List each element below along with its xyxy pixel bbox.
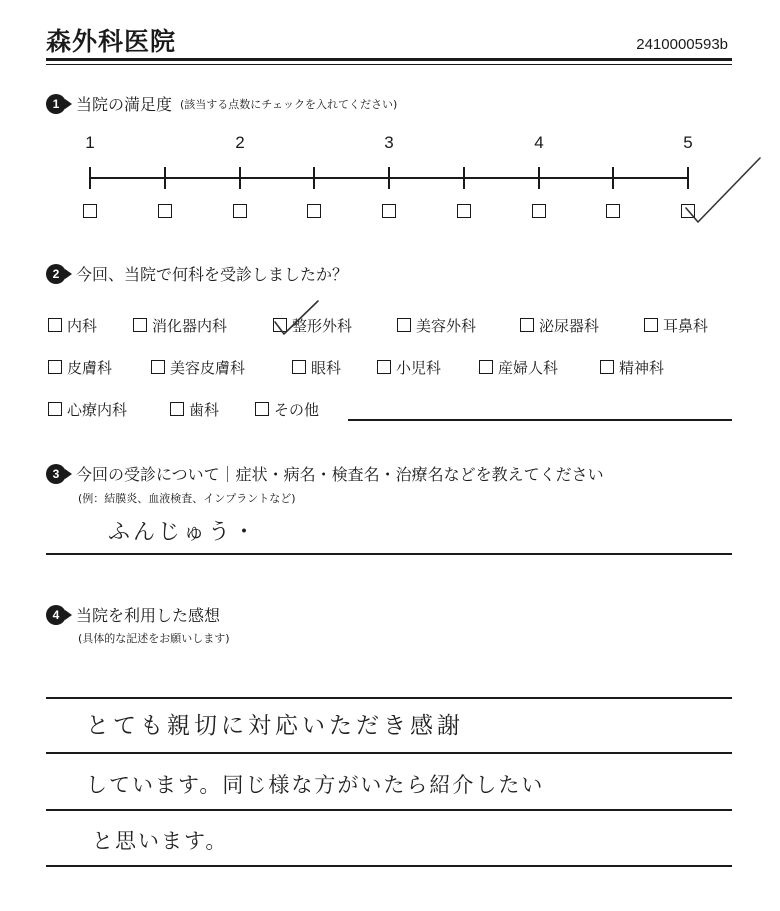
scale-tick (388, 167, 390, 189)
checkbox[interactable] (133, 318, 147, 332)
score-checkbox-3[interactable] (382, 204, 396, 218)
option-ganka[interactable]: 眼科 (292, 357, 341, 378)
checkbox[interactable] (397, 318, 411, 332)
handwritten-check-mark-icon (672, 150, 767, 230)
q3-title: 今回の受診について｜症状・病名・検査名・治療名などを教えてください (76, 465, 604, 484)
scale-tick (89, 167, 91, 189)
scale-tick (313, 167, 315, 189)
option-shika[interactable]: 歯科 (170, 399, 219, 420)
scale-label-4: 4 (534, 133, 544, 152)
scale-label-5: 5 (683, 133, 693, 152)
arrow-icon (65, 99, 72, 109)
score-checkbox-3-5[interactable] (457, 204, 471, 218)
q3-number-badge: 3 (46, 464, 66, 484)
checkbox[interactable] (48, 318, 62, 332)
q3-answer-line[interactable] (46, 553, 732, 555)
checkbox[interactable] (600, 360, 614, 374)
q4-answer-line[interactable] (46, 697, 732, 699)
checkbox[interactable] (377, 360, 391, 374)
header-rule-thin (46, 64, 732, 65)
option-hinyokika[interactable]: 泌尿器科 (520, 315, 599, 336)
option-shonika[interactable]: 小児科 (377, 357, 441, 378)
score-checkbox-2-5[interactable] (307, 204, 321, 218)
option-biyo-hifuka[interactable]: 美容皮膚科 (151, 357, 245, 378)
clinic-name: 森外科医院 (46, 27, 177, 56)
checkbox[interactable] (151, 360, 165, 374)
option-shinryo-naika[interactable]: 心療内科 (48, 399, 127, 420)
checkbox[interactable] (520, 318, 534, 332)
q4-number-badge: 4 (46, 605, 66, 625)
option-biyo-geka[interactable]: 美容外科 (397, 315, 476, 336)
score-checkbox-4-5[interactable] (606, 204, 620, 218)
score-checkbox-1[interactable] (83, 204, 97, 218)
q2-heading (46, 262, 348, 285)
arrow-icon (65, 469, 72, 479)
option-seikei-geka[interactable]: 整形外科 (273, 315, 352, 336)
score-checkbox-1-5[interactable] (158, 204, 172, 218)
q3-handwritten-answer: ふんじゅう・ (108, 520, 259, 545)
checkbox[interactable] (48, 360, 62, 374)
q1-number-badge: 1 (46, 94, 66, 114)
handwritten-check-mark-icon (270, 296, 325, 338)
checkbox[interactable] (292, 360, 306, 374)
q3-heading (46, 462, 604, 485)
checkbox[interactable] (170, 402, 184, 416)
scale-tick (239, 167, 241, 189)
scale-label-1: 1 (85, 133, 95, 152)
option-sanfujinka[interactable]: 産婦人科 (479, 357, 558, 378)
scale-label-2: 2 (235, 133, 245, 152)
scale-label-3: 3 (384, 133, 394, 152)
option-sonota[interactable]: その他 (255, 399, 319, 420)
q1-note: (該当する点数にチェックを入れてください) (180, 97, 398, 111)
q4-heading (46, 603, 220, 626)
q4-answer-line[interactable] (46, 809, 732, 811)
q4-answer-line[interactable] (46, 752, 732, 754)
q1-title: 当院の満足度 (76, 95, 173, 114)
q4-note: (具体的な記述をお願いします) (78, 632, 230, 645)
document-id: 2410000593b (636, 36, 728, 53)
q2-title: 今回、当院で何科を受診しましたか？ (76, 265, 349, 284)
checkbox[interactable] (479, 360, 493, 374)
q4-handwritten-line-3: と思います。 (92, 829, 229, 853)
q4-handwritten-line-1: とても親切に対応いただき感謝 (86, 713, 464, 739)
scale-tick (463, 167, 465, 189)
arrow-icon (65, 269, 72, 279)
checkbox[interactable] (48, 402, 62, 416)
option-jibika[interactable]: 耳鼻科 (644, 315, 708, 336)
arrow-icon (65, 610, 72, 620)
option-shokaki-naika[interactable]: 消化器内科 (133, 315, 227, 336)
scale-tick (538, 167, 540, 189)
q3-example: (例：結膜炎、血液検査、インプラントなど) (78, 492, 296, 505)
checkbox[interactable] (255, 402, 269, 416)
header-rule (46, 58, 732, 61)
score-checkbox-4[interactable] (532, 204, 546, 218)
option-naika[interactable]: 内科 (48, 315, 97, 336)
other-write-in-line[interactable] (348, 419, 732, 421)
option-seishinka[interactable]: 精神科 (600, 357, 664, 378)
option-hifuka[interactable]: 皮膚科 (48, 357, 112, 378)
checkbox[interactable] (644, 318, 658, 332)
score-checkbox-2[interactable] (233, 204, 247, 218)
q4-answer-line[interactable] (46, 865, 732, 867)
q4-handwritten-line-2: しています。同じ様な方がいたら紹介したい (86, 773, 545, 797)
q4-title: 当院を利用した感想 (76, 606, 221, 625)
q1-heading (46, 92, 397, 115)
scale-tick (164, 167, 166, 189)
scale-tick (612, 167, 614, 189)
q2-number-badge: 2 (46, 264, 66, 284)
